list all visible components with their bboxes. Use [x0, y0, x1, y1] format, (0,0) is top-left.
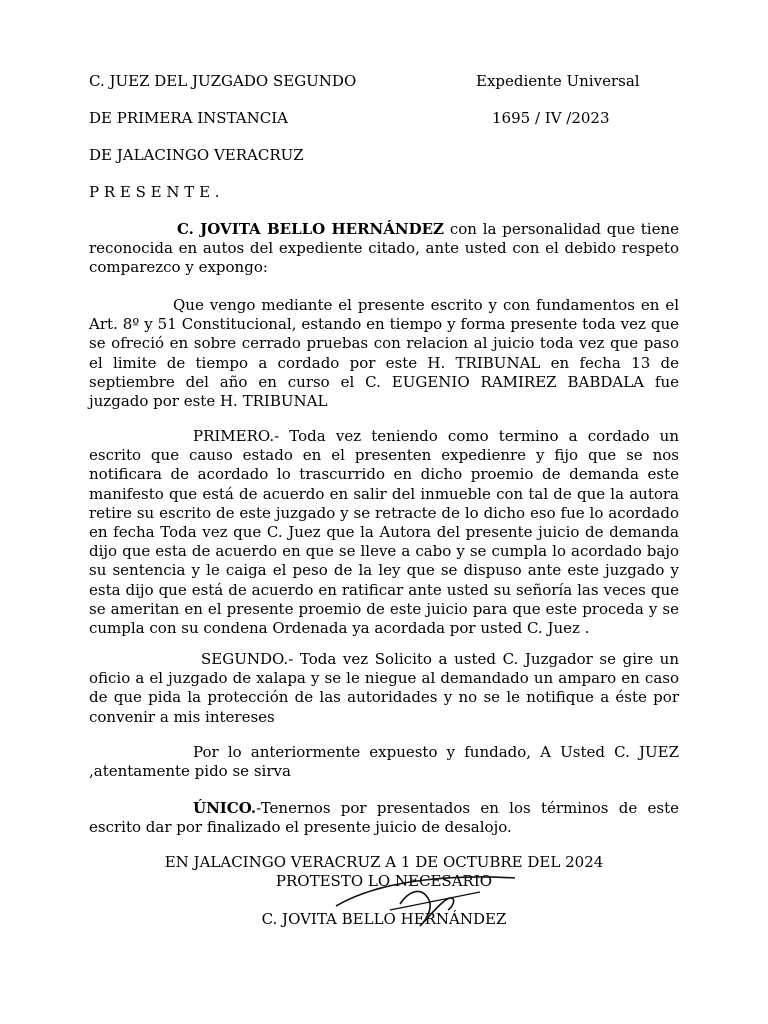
- segundo-label: SEGUNDO.-: [201, 650, 294, 668]
- intro-paragraph: [89, 220, 679, 278]
- primero-label: PRIMERO.-: [193, 427, 280, 445]
- petitioner-name: C. JOVITA BELLO HERNÁNDEZ: [177, 220, 445, 238]
- protesto-line: PROTESTO LO NECESARIO: [275, 872, 493, 890]
- presente-heading: P R E S E N T E .: [89, 183, 220, 201]
- expediente-number: 1695 / IV /2023: [492, 109, 610, 127]
- segundo-text: Toda vez Solicito a usted C. Juzgador se gire un oficio a el juzgado de xalapa y se le niegue al demandado un amparo en caso de que pida la protección de las autoridades y no se le notifique a éste por convenir a mis intereses: [89, 650, 679, 726]
- addressee-line-3: DE JALACINGO VERACRUZ: [89, 146, 304, 164]
- addressee-line-1: C. JUEZ DEL JUZGADO SEGUNDO: [89, 72, 357, 90]
- intro-text: con la personalidad que tiene reconocida en autos del expediente citado, ante usted con el debido respeto comparezco y expongo:: [89, 220, 679, 277]
- handwritten-signature: [330, 858, 530, 928]
- primero-paragraph: [89, 427, 679, 638]
- primero-text: Toda vez teniendo como termino a cordado un escrito que causo estado en el presenten expedienre y fijo que se nos notificara de acordado lo trascurrido en dicho proemio de demanda este manifesto que está de acuerdo en salir del inmueble con tal de que la autora retire su escrito de este juzgado y se retracte de lo dicho eso fue lo acordado en fecha Toda vez que C. Juez que la Autora del presente juicio de demanda dijo que esta de acuerdo en que se lleve a cabo y se cumpla lo acordado bajo su sentencia y le caiga el peso de la ley que se dispuso ante este juzgado y esta dijo que está de acuerdo en ratificar ante usted su señoría las veces que se ameritan en el presente proemio de este juicio para que este proceda y se cumpla con su condena Ordenada ya acordada por usted C. Juez .: [89, 427, 679, 638]
- closing-paragraph: [89, 743, 679, 781]
- place-date-line: EN JALACINGO VERACRUZ A 1 DE OCTUBRE DEL 2024: [164, 853, 604, 871]
- segundo-paragraph: [89, 650, 679, 727]
- body-paragraph-1-text: Que vengo mediante el presente escrito y con fundamentos en el Art. 8º y 51 Constitucional, estando en tiempo y forma presente toda vez que se ofreció en sobre cerrado pruebas con relacion al juicio toda vez que paso el limite de tiempo a cordado por este H. TRIBUNAL en fecha 13 de septiembre del año en curso el C. EUGENIO RAMIREZ BABDALA fue juzgado por este H. TRIBUNAL: [89, 296, 679, 411]
- body-paragraph-1: [89, 296, 679, 411]
- signer-name: C. JOVITA BELLO HERNÁNDEZ: [261, 910, 507, 928]
- unico-text: -Tenernos por presentados en los términos de este escrito dar por finalizado el presente juicio de desalojo.: [89, 799, 679, 837]
- unico-paragraph: [89, 799, 679, 837]
- expediente-label: Expediente Universal: [476, 72, 640, 90]
- unico-label: ÚNICO.: [193, 799, 257, 817]
- closing-text: Por lo anteriormente expuesto y fundado, A Usted C. JUEZ ,atentamente pido se sirva: [89, 743, 679, 781]
- addressee-line-2: DE PRIMERA INSTANCIA: [89, 109, 288, 127]
